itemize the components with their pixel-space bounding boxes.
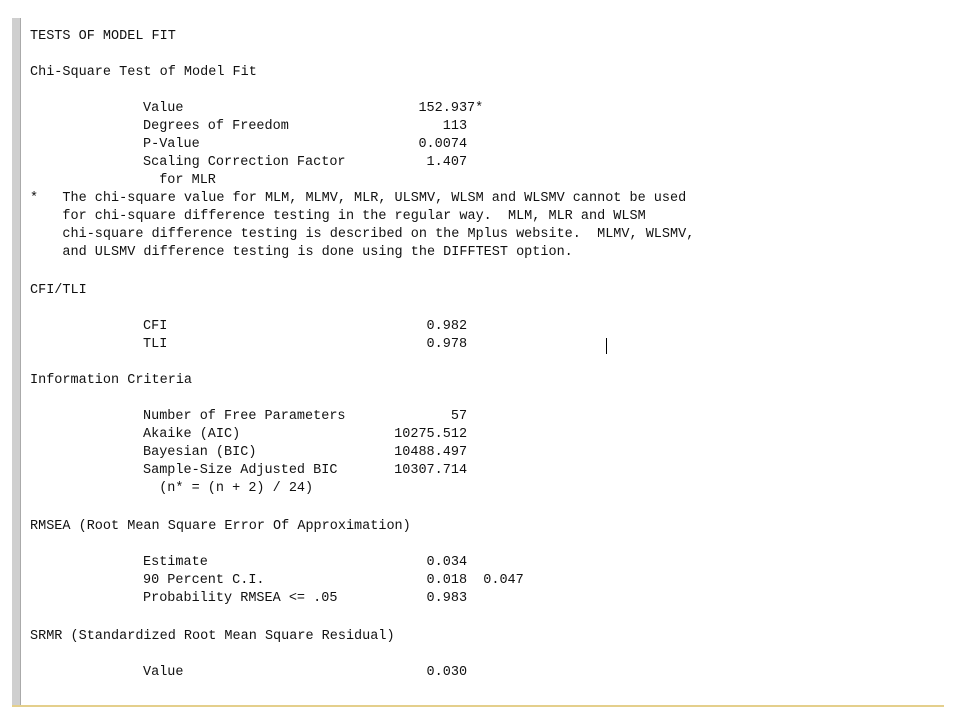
chi-square-row-df: Degrees of Freedom 113 [143,119,468,134]
ic-row-bic: Bayesian (BIC) 10488.497 [143,445,468,460]
section-heading-information-criteria: Information Criteria [30,373,193,388]
chi-square-row-value: Value 152.937* [143,101,484,116]
chi-square-row-scaling: Scaling Correction Factor 1.407 [143,155,468,170]
rmsea-row-estimate: Estimate 0.034 [143,555,468,570]
rmsea-row-ci: 90 Percent C.I. 0.018 0.047 [143,573,524,588]
output-title: TESTS OF MODEL FIT [30,29,176,44]
output-text-area[interactable] [12,18,952,706]
section-heading-chi-square: Chi-Square Test of Model Fit [30,65,257,80]
chi-square-note-line: * The chi-square value for MLM, MLMV, MLR, ULSMV, WLSM and WLSMV cannot be used [30,191,687,206]
cfi-row: CFI 0.982 [143,319,468,334]
ic-row-free-parameters: Number of Free Parameters 57 [143,409,468,424]
srmr-row-value: Value 0.030 [143,665,468,680]
section-heading-srmr: SRMR (Standardized Root Mean Square Residual) [30,629,395,644]
chi-square-row-for-mlr: for MLR [143,173,216,188]
tli-row: TLI 0.978 [143,337,468,352]
chi-square-note-line: and ULSMV difference testing is done using the DIFFTEST option. [30,245,573,260]
chi-square-note-line: for chi-square difference testing in the regular way. MLM, MLR and WLSM [30,209,646,224]
ic-row-adjusted-bic: Sample-Size Adjusted BIC 10307.714 [143,463,468,478]
section-heading-cfi-tli: CFI/TLI [30,283,87,298]
chi-square-row-pvalue: P-Value 0.0074 [143,137,468,152]
rmsea-row-probability: Probability RMSEA <= .05 0.983 [143,591,468,606]
text-cursor [606,338,607,354]
section-heading-rmsea: RMSEA (Root Mean Square Error Of Approximation) [30,519,411,534]
ic-row-aic: Akaike (AIC) 10275.512 [143,427,468,442]
chi-square-note-line: chi-square difference testing is described on the Mplus website. MLMV, WLSMV, [30,227,695,242]
bottom-divider [12,705,944,707]
ic-row-formula: (n* = (n + 2) / 24) [143,481,314,496]
